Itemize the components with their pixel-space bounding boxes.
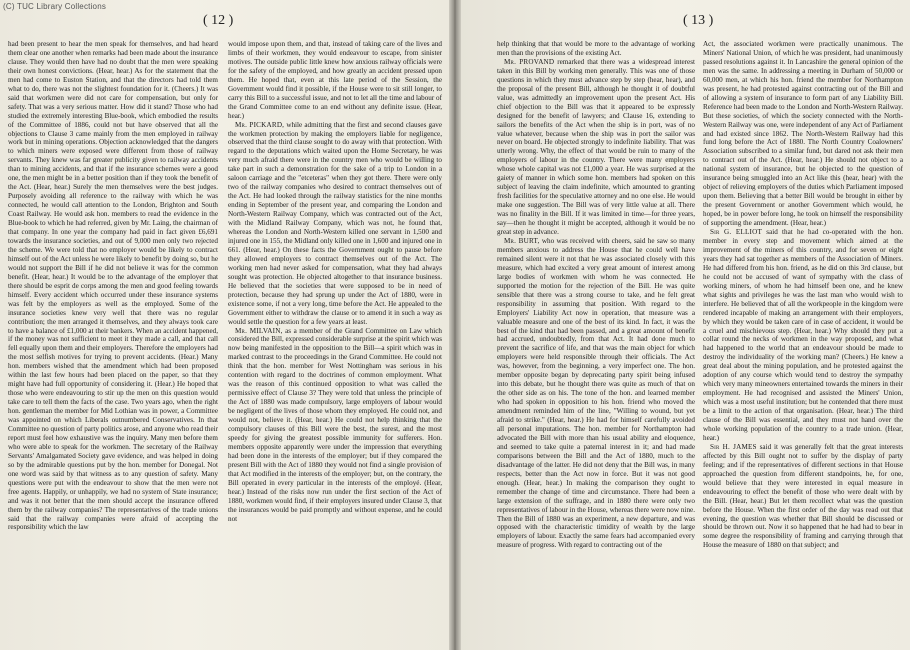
paragraph: would impose upon them, and that, instead of taking care of the lives and limbs of their workmen, they would endeavour to escape, from sinister motives. The outside public little knew how anxious railway officials were for the safety of the employed, and how greatly an accident pressed upon them. He hoped that, even at this late period of the Session, the Government would find it possible, if the House were to sit still longer, to carry this Bill to a successful issue, and not to let all the time and labour of the Grand Committee come to an end without any definite issue. (Hear, hear.) bbox=[228, 40, 442, 120]
page-right bbox=[457, 0, 910, 650]
text-column bbox=[703, 40, 903, 644]
watermark: (C) TUC Library Collections bbox=[3, 2, 107, 11]
speaker-name: Mr. PICKARD, bbox=[235, 120, 285, 129]
text-column bbox=[228, 40, 442, 644]
paragraph: Mr. BURT, who was received with cheers, said he saw so many members anxious to address the House that he could well have remained silent were it not that he was associated closely with this measure, which had excited a very great amount of interest among large bodies of workmen with whom he was connected. He supported the motion for the rejection of the Bill. He was quite sensible that there was a strong course to take, and he felt great responsibility in assuming that position. With regard to the Employers' Liability Act now in operation, that measure was a valuable measure and one of the best of its kind. In fact, it was the best of the kind that had been passed, and a great amount of benefit had accrued, undoubtedly, from that Act. It had done much to prevent the sacrifice of life, and that was the main object for which employers were held responsible through their officials. The Act was, however, from the beginning, a very imperfect one. The hon. member opposite began by deprecating party spirit being infused into this debate, but he thought there was quite as much of that on the other side as on his. The tone of the hon. and learned member who had spoken in opposition to his hon. friend who moved the amendment reminded him of the line, "Willing to wound, but yet afraid to strike." (Hear, hear.) He had for himself carefully avoided all personal imputations. The hon. member for Northampton had advocated the Bill with more than his usual ability and eloquence, and seemed to take quite a paternal interest in it; and had made comparisons between the Bill and the Act of 1880, much to the disadvantage of the latter. He did not deny that the Bill was, in many respects, better than the Act now in force. But it was not good enough. (Hear, hear.) In making the comparison they ought to remember the change of time and circumstance. There had been a large extension of the suffrage, and in 1880 there were only two representatives of labour in the House, whereas there were now nine. Then the Bill of 1880 was an experiment, a new departure, and was opposed with the characteristic timidity of wealth by the large employers of labour. Exactly the same fears had accompanied every measure of progress. With regard to contracting out of the bbox=[497, 236, 695, 550]
text-column bbox=[8, 40, 218, 644]
paragraph: Sir G. ELLIOT said that he had co-operated with the hon. member in every step and movement which aimed at the improvement of the miners of this country, and for seven or eight years they had sat together as members of the Association of Miners. He had differed from his hon. friend, as he did on this 3rd clause, but he could not be accused of want of sympathy with the class of working miners, of whom he had himself been one, and he knew what sights and privileges he was the last man who would wish to interfere. He believed that of all the workpeople in the kingdom were rendered incapable of making an arrangement with their employers, by which they would be taken care of in case of accident, it would be a cruel and mischievous step. (Hear, hear.) Why should they put a collar round the necks of workmen in the way proposed, and what had happened to the world that an endeavour should be made to destroy the individuality of the working man? (Cheers.) He knew a great deal about the mining population, and he protested against the adoption of any course which would tend to destroy the sympathy which very many mineowners entertained towards the miners in their employment. He had recognised and assisted the Miners' Union, which was a most useful institution; but he contended that there must be a limit to the action of that organisation. (Hear, hear.) The third clause of the Bill was essential, and they must not hand over the whole working population of the country to a trade union. (Hear, hear.) bbox=[703, 228, 903, 442]
paragraph: Act, the associated workmen were practically unanimous. The Miners' National Union, of which he was president, had unanimously passed resolutions against it. In Lancashire the general opinion of the men was the same. In addressing a meeting in Durham of 50,000 or 60,000 men, at which his hon. friend the member for Northampton was present, he had protested against contracting out of the Bill and of allowing a system of insurance to form part of any Liability Bill. Reference had been made to the London and North-Western Railway. But these societies, of which the society connected with the North-Western Railway was one, were independent of any Act of Parliament and had existed since 1862. The North-Western Railway had this fund long before the Act of 1880. The North Country Coalowners' Association subscribed to a similar fund, but dared not ask their men to contract out of the Act. (Hear, hear.) He should not object to a national system of insurance, but he objected to the question of insurance being smuggled into an Act like this (hear, hear) with the object of relieving employers of the duties which Parliament imposed upon them. Believing that a better Bill would be brought in either by the present Government or another Government which would, he hoped, be in power before long, he took on himself the responsibility of supporting the amendment. (Hear, hear.) bbox=[703, 40, 903, 228]
speaker-name: Mr. PROVAND bbox=[504, 57, 555, 66]
text-column bbox=[497, 40, 695, 644]
speaker-name: Mr. MILVAIN, bbox=[235, 326, 283, 335]
page-number-right: ( 13 ) bbox=[683, 13, 714, 28]
speaker-name: Sir G. ELLIOT bbox=[710, 228, 763, 237]
paragraph: had been present to hear the men speak for themselves, and had heard them clear one another when remarks had been made about the insurance clause. They would then have had no doubt that the men were speaking their own honest convictions. (Hear, hear.) As for the statement that the men had come to Euston Station, and that the directors had told them what to do, there was not the slightest foundation for it. (Cheers.) It was said that workmen were did not care for compensation, but only for safety. That was a very serious matter. How did it stand? Those who had studied the extremely interesting Blue-book, which embodied the results of the Committee of 1886, could not but have observed that all the objections to Clause 3 came mainly from the men employed in railway work but in mining operations. Objection acknowledged that the dangers to which miners were exposed were different from those of railway servants. They knew was far greater publicity given to railway accidents than to mining accidents, and that if the insurance schemes were a good one, the men might be in a better position than if they took the benefit of the Act. (Hear, hear.) Surely the men themselves were the best judges. Purposely avoiding all reference to the railway with which he was connected, he would call attention to the London, Brighton and South Coast Railway. He would ask hon. members to read the evidence in the Blue-book to which he had referred, given by Mr. Laing, the chairman of that company. In one year the company had paid in fact given £6,691 towards the insurance societies, and out of 9,000 men only two rejected the scheme. We were told that no employer would be likely to contract himself out of the Act unless he were likely to benefit by doing so, but he would not support the Bill if he did not believe it was for the common benefit. (Hear, hear.) It would be to the advantage of the employer that there should be esprit de corps among the men and good feeling towards himself. Every accident which occurred under these insurance systems was felt by the employers as well as the employed. Some of the insurance societies knew very well that there was no regular contribution; the men arranged it themselves, and they always took care to have a balance of £1,000 at their bankers. When an accident happened, if the money was not sufficient to meet it they made a call, and that call fell equally upon them and their employers. Therefore the employers had the most selfish motives for trying to prevent accidents. (Hear.) Many hon. members wished that the amendment which had been proposed within the last few hours had been placed on the paper, so that they might have had full opportunity of considering it. (Hear.) He hoped that those who were endeavouring to stir up the men on this question would take care to tell them the facts of the case. Two years ago, when the right hon. gentleman the member for Mid Lothian was in power, a Committee was appointed on which Liberals outnumbered Conservatives. In that Committee no question of party politics arose, and anyone who read their report must feel how exhaustive was the inquiry. Many men before them who were able to speak for the workmen. The secretary of the Railway Servants' Amalgamated Society gave evidence, and was helped in doing so by the admirable questions put by the hon. member for Donegal. Not one word was said by that witness as to any question of safety. Many questions were put with the endeavour to show that the men were not free agents. Happily, or unhappily, we had no system of State insurance; and was it not better that the men should accept the insurance offered them by the railway companies? The representatives of the trade unions said that the railway companies were afraid of accepting the responsibility which the law bbox=[8, 40, 218, 532]
speaker-name: Sir H. JAMES bbox=[710, 442, 757, 451]
paragraph: Sir H. JAMES said it was generally felt that the great interests affected by this Bill ought not to suffer by the display of party feeling; and if the representatives of different sections in that House approached the question from different standpoints, he, for one, would believe that they were interested in equal measure in endeavouring to effect the benefit of those who were dealt with by the Bill. (Hear, hear.) But let them recollect what was the question before the House. When the first order of the day was read out that evening, the question was whether that Bill should be discussed or should be thrown out. Now it so happened that he had had to bear in some degree the responsibility of framing and carrying through that House the measure of 1880 on that subject; and bbox=[703, 442, 903, 550]
book-gutter bbox=[449, 0, 461, 650]
paragraph: Mr. PROVAND remarked that there was a widespread interest taken in this Bill by working men generally. This was one of those questions in which they must advance step by step (hear, hear), and the proposal of the present Bill, although he thought it of doubtful value, was admittedly an improvement upon the present Act. His chief objection to the Bill was that it appeared to be expressly designed for the benefit of lawyers; and Clause 16, extending to sailors the benefits of the Act when the ship is in port, was of no value whatever, because when the ship was in port the sailor was never on board. He objected strongly to indefinite liability. That was utterly wrong. Why, the effect of that would be ruin to many of the employers of labour in the country. There were many employers whose whole capital was not £1,000 a year. He was surprised at the gaiety of manner in which some hon. members had spoken on this subject of leaving the claim indefinite, which amounted to granting fresh facilities for the speculative attorney and no one else. He would make one suggestion. The Bill was of very little value at all. There was no finality in the Bill. If it was limited in time—for three years, say—then he thought it might be accepted, although it would be no great step in advance. bbox=[497, 57, 695, 237]
paragraph: help thinking that that would be more to the advantage of working men than the provisions of the existing Act. bbox=[497, 40, 695, 57]
page-number-left: ( 12 ) bbox=[203, 13, 234, 28]
paragraph: Mr. MILVAIN, as a member of the Grand Committee on Law which considered the Bill, expressed considerable surprise at the spirit which was now being manifested in the opposition to the Bill—a spirit which was in marked contrast to the proceedings in the Grand Committee. He could not think that the hon. member for West Nottingham was serious in his contention with regard to the doctrines of common employment. What was the reason of this continued opposition to what was called the permissive effect of Clause 3? They were told that unless the principle of the Act of 1880 was made compulsory, large employers of labour would be negligent of the lives of those whom they employed. He could not, and would not, believe it. (Hear, hear.) He could not help thinking that the compulsory clauses of this Bill were the best, the surest, and the most speedy for giving the greatest possible immunity for sufferers. Hon. members opposite apparently were under the impression that everything had been done in the interests of the employer; but if they compared the present Bill with the Act of 1880 they would not find a single provision of that Act modified in the interests of the employer; but, on the contrary, the Bill operated in every particular in the interests of the employé. (Hear, hear.) Instead of the risks now run under the first section of the Act of 1880, workmen would find, if their employers insured under Clause 3, that the insurances would be paid promptly and without expense, and he could not bbox=[228, 326, 442, 523]
speaker-name: Mr. BURT, bbox=[504, 236, 540, 245]
page-left bbox=[0, 0, 453, 650]
paragraph: Mr. PICKARD, while admitting that the first and second clauses gave the workmen protection by making the employers liable for negligence, observed that the third clause sought to do away with that protection. With regard to the deputations which waited upon the Home Secretary, he was very much afraid there were in the country men who would be willing to take part in such a demonstration for the sake of a trip to London in a saloon carriage and the "etceteras" when they got there. There were only two of the railway companies who desired to contract themselves out of the Act. He had looked through the railway statistics for the nine months ending in September of the present year, and comparing the London and North-Western Railway Company, which was contracted out of the Act, with the Midland Railway Company, which was not, he found that, whereas the London and North-Western killed one servant in 1,500 and injured one in 155, the Midland only killed one in 1,600 and injured one in 661. (Hear, hear.) On these facts the Government ought to pause before they allowed employers to contract themselves out of the Act. The working men had never asked for compensation, what they had always sought was protection. He objected altogether to that insurance business. He believed that the societies that were supposed to be in need of protection, because they had sprung up under the Act of 1880, were in existence some, if not a very long, time before the Act. He appealed to the Government either to withdraw the clause or to amend it in such a way as would settle the question for a few years at least. bbox=[228, 120, 442, 326]
